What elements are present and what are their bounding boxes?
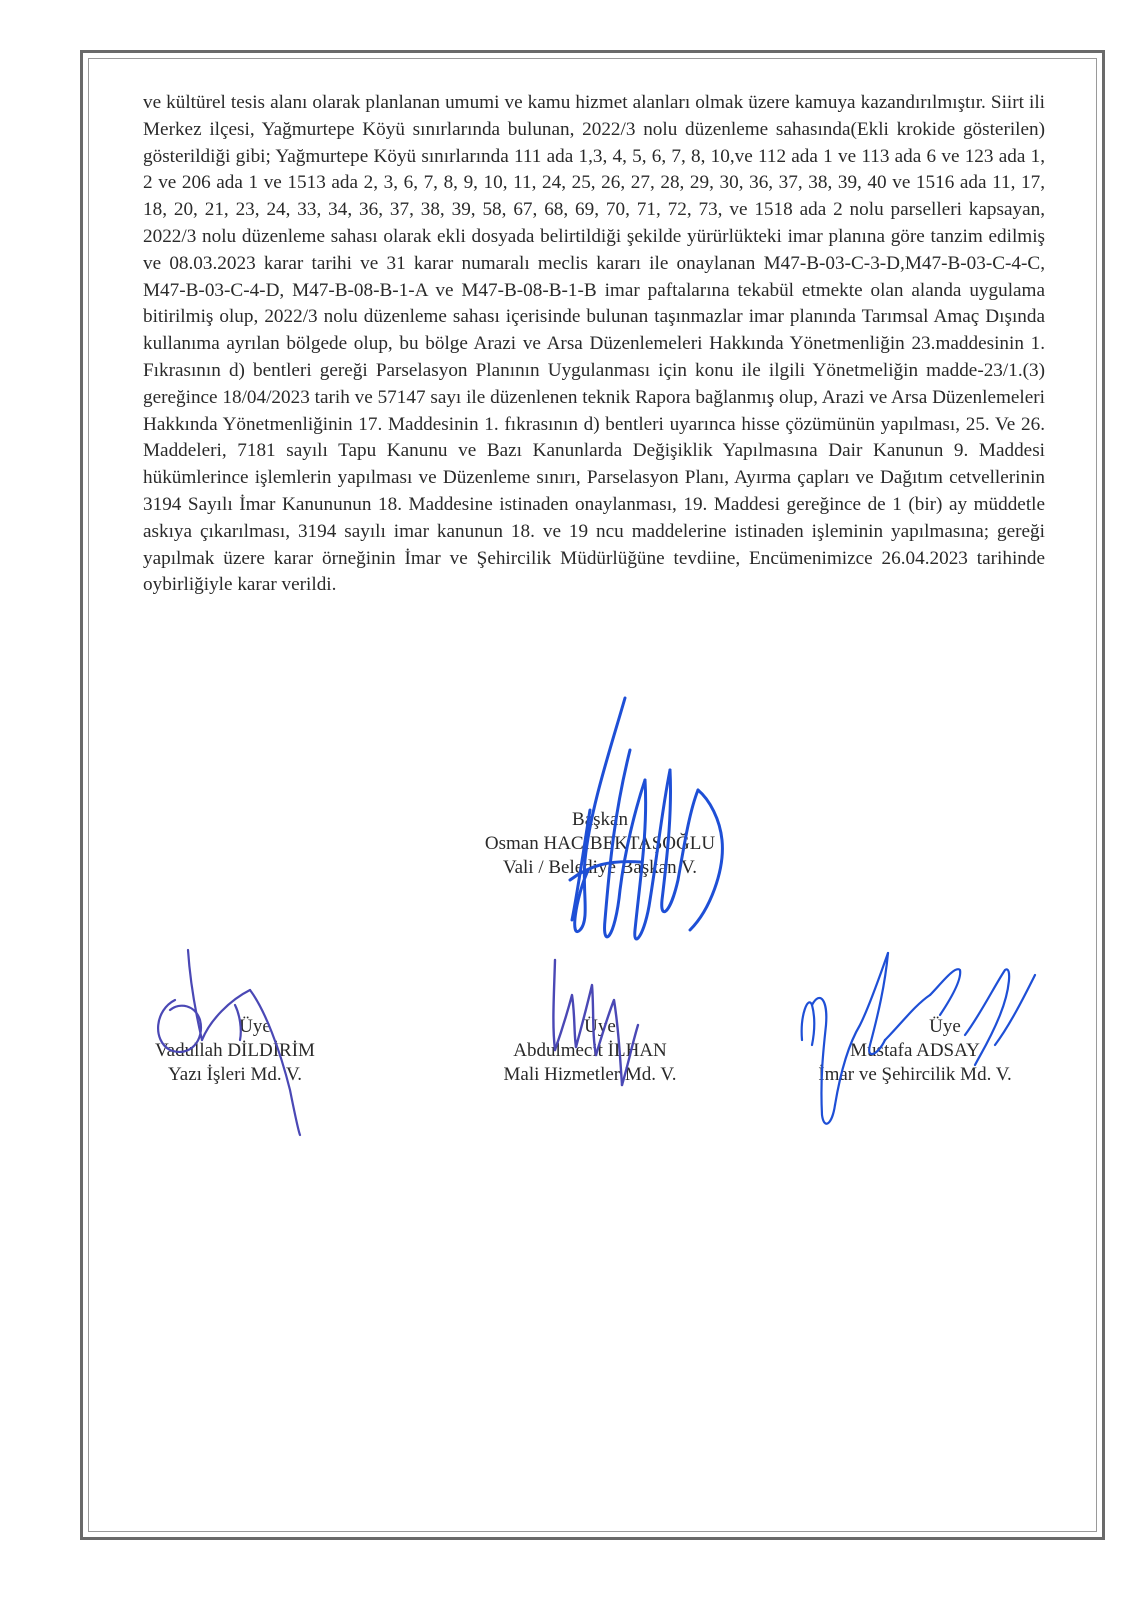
member3-title: İmar ve Şehircilik Md. V. bbox=[818, 1064, 1012, 1085]
member1-handwritten-signature bbox=[140, 940, 320, 1140]
member3-handwritten-signature bbox=[790, 945, 1050, 1135]
member1-title: Yazı İşleri Md. V. bbox=[167, 1064, 303, 1085]
member3-role: Üye bbox=[929, 1016, 961, 1037]
chair-role: Başkan bbox=[572, 809, 628, 830]
member1-role: Üye bbox=[239, 1016, 271, 1037]
decision-body-text: ve kültürel tesis alanı olarak planlanan umumi ve kamu hizmet alanları olmak üzere kamuya kazandırılmıştır. Siirt ili Merkez ilçesi, Yağmurtepe Köyü sınırlarında bulunan, 2022/3 nolu düzenleme sahasında(Ekli krokide gösterilen) gösterildiği gibi; Yağmurtepe Köyü sınırlarında 111 ada 1,3, 4, 5, 6, 7, 8, 10,ve 112 ada 1 ve 113 ada 6 ve 123 ada 1, 2 ve 206 ada 1 ve 1513 ada 2, 3, 6, 7, 8, 9, 10, 11, 24, 25, 26, 27, 28, 29, 30, 36, 37, 38, 39, 40 ve 1516 ada 11, 17, 18, 20, 21, 23, 24, 33, 34, 36, 37, 38, 39, 58, 67, 68, 69, 70, 71, 72, 73, ve 1518 ada 2 nolu parselleri kapsayan, 2022/3 nolu düzenleme sahası olarak ekli dosyada belirtildiği şekilde yürürlükteki imar planına göre tanzim edilmiş ve 08.03.2023 karar tarihi ve 31 karar numaralı meclis kararı ile onaylanan M47-B-03-C-3-D,M47-B-03-C-4-C, M47-B-03-C-4-D, M47-B-08-B-1-A ve M47-B-08-B-1-B imar paftalarına tekabül etmekte olan alanda uygulama bitirilmiş olup, 2022/3 nolu düzenleme sahası içerisinde bulunan taşınmazlar imar planında Tarımsal Amaç Dışında kullanıma ayrılan bölgede olup, bu bölge Arazi ve Arsa Düzenlemeleri Hakkında Yönetmenliğin 23.maddesinin 1. Fıkrasının d) bentleri gereği Parselasyon Planının Uygulanması için konu ile ilgili Yönetmeliğin madde-23/1.(3) gereğince 18/04/2023 tarih ve 57147 sayı ile düzenlenen teknik Rapora bağlanmış olup, Arazi ve Arsa Düzenlemeleri Hakkında Yönetmenliğinin 17. Maddesinin 1. fıkrasının d) bentleri uyarınca hisse çözümünün yapılması, 25. Ve 26. Maddeleri, 7181 sayılı Tapu Kanunu ve Bazı Kanunlarda Değişiklik Yapılmasına Dair Kanunun 9. Maddesi hükümlerince işlemlerin yapılması ve Düzenleme sınırı, Parselasyon Planı, Ayırma çapları ve Dağıtım cetvellerinin 3194 Sayılı İmar Kanununun 18. Maddesine istinaden onaylanması, 19. Maddesi gereğince de 1 (bir) ay müddetle askıya çıkarılması, 3194 sayılı imar kanunun 18. ve 19 ncu maddelerine istinaden işleminin yapılmasına; gereği yapılmak üzere karar örneğinin İmar ve Şehircilik Müdürlüğüne tevdiine, Encümenimizce 26.04.2023 tarihinde oybirliğiyle karar verildi. bbox=[143, 92, 1045, 596]
chair-name: Osman HACIBEKTAŞOĞLU bbox=[484, 833, 716, 854]
member2-title: Mali Hizmetler Md. V. bbox=[503, 1064, 677, 1085]
member3-name: Mustafa ADSAY bbox=[850, 1040, 980, 1061]
member2-handwritten-signature bbox=[540, 955, 660, 1105]
member2-role: Üye bbox=[584, 1016, 616, 1037]
chair-handwritten-signature bbox=[530, 690, 790, 980]
chair-title: Vali / Belediye Başkan V. bbox=[502, 857, 698, 878]
member2-name: Abdulmecit İLHAN bbox=[513, 1040, 667, 1061]
member1-name: Vadullah DİLDİRİM bbox=[155, 1040, 315, 1061]
